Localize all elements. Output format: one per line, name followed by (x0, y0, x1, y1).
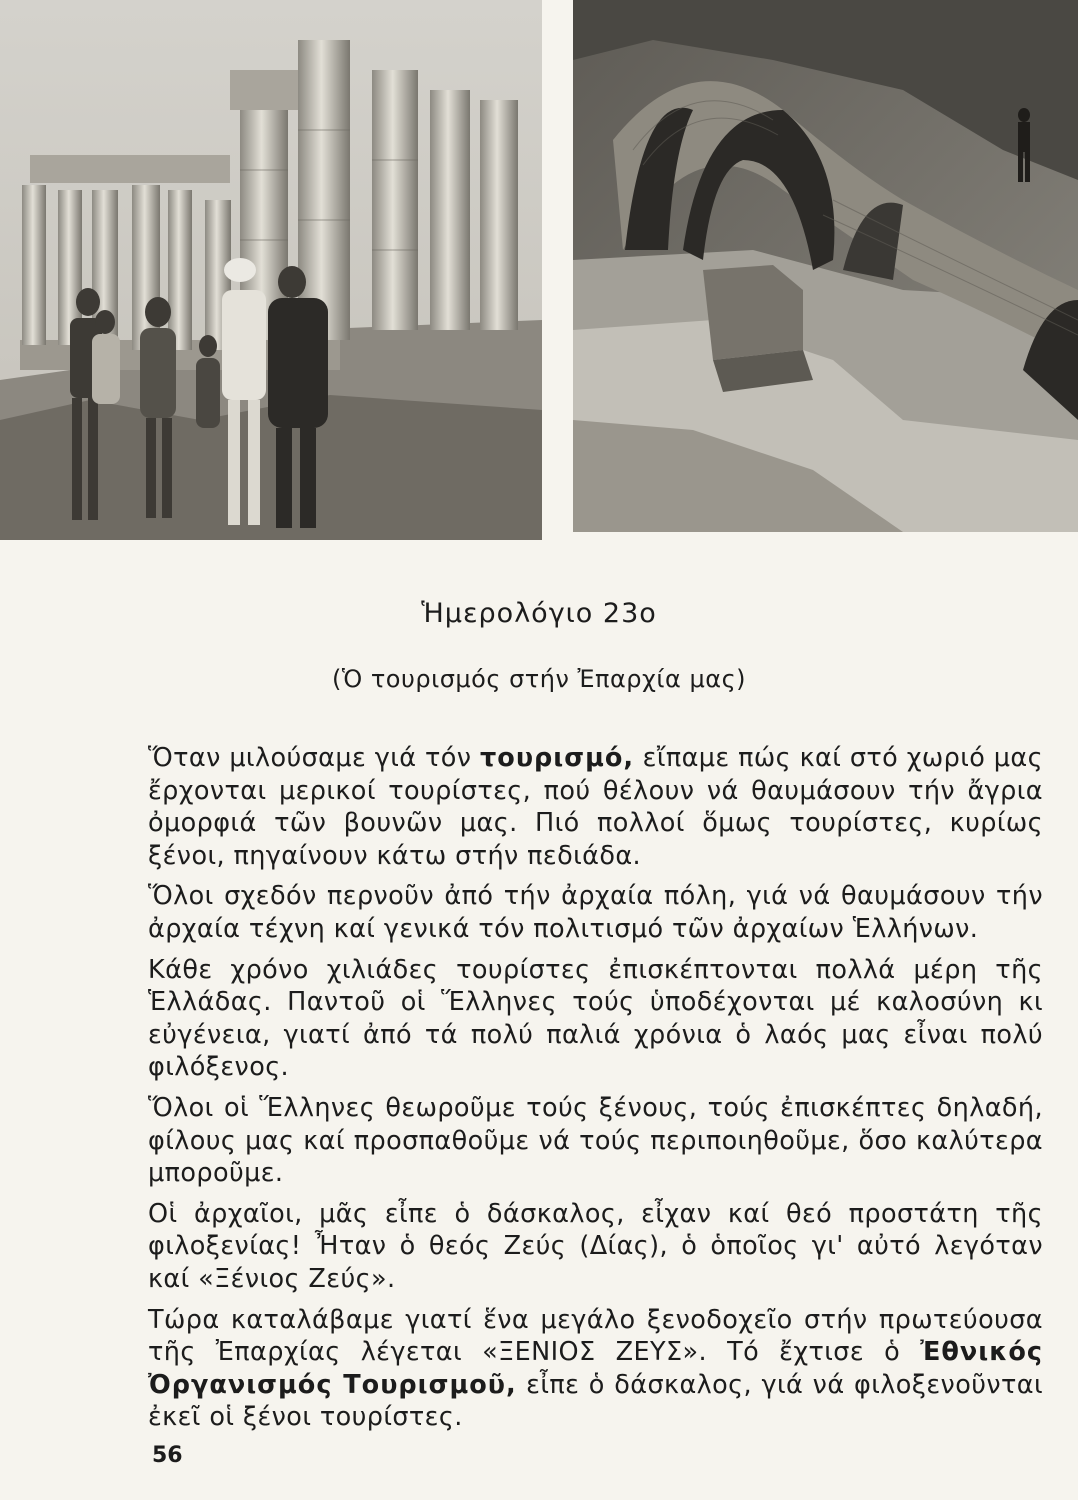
photo-stone-arch-bridge (573, 0, 1078, 532)
bridge-photo-drawing (573, 0, 1078, 532)
paragraph-6: Τώρα καταλάβαμε γιατί ἕνα μεγάλο ξενοδοχεῖο στήν πρωτεύουσα τῆς Ἐπαρχίας λέγεται «ΞΕΝΙΟΣ ΖΕΥΣ». Τό ἔχτισε ὁ Ἐθνικός Ὀργανισμός Τουρισμοῦ, εἶπε ὁ δάσκαλος, γιά νά φιλοξενοῦνται ἐκεῖ οἱ ξένοι τουρίστες. (148, 1304, 1043, 1433)
paragraph-1: Ὅταν μιλούσαμε γιά τόν τουρισμό, εἴπαμε πώς καί στό χωριό μας ἔρχονται μερικοί τουρίστες, πού θέλουν νά θαυμάσουν τήν ἄγρια ὀμορφιά τῶν βουνῶν μας. Πιό πολλοί ὅμως τουρίστες, κυρίως ξένοι, πηγαίνουν κάτω στήν πεδιάδα. (148, 743, 1043, 871)
photo-temple-with-tourists (0, 0, 542, 540)
body-text (148, 742, 1043, 1442)
paragraph-2: Ὅλοι σχεδόν περνοῦν ἀπό τήν ἀρχαία πόλη, γιά νά θαυμάσουν τήν ἀρχαία τέχνη καί γενικά τόν πολιτισμό τῶν ἀρχαίων Ἑλλήνων. (148, 881, 1043, 944)
diary-subtitle: (Ὁ τουρισμός στήν Ἐπαρχία μας) (331, 665, 747, 693)
paragraph-3: Κάθε χρόνο χιλιάδες τουρίστες ἐπισκέπτονται πολλά μέρη τῆς Ἑλλάδας. Παντοῦ οἱ Ἕλληνες τούς ὑποδέχονται μέ καλοσύνη κι εὐγένεια, γιατί ἀπό τά πολύ παλιά χρόνια ὁ λαός μας εἶναι πολύ φιλόξενος. (148, 954, 1043, 1083)
paragraph-4: Ὅλοι οἱ Ἕλληνες θεωροῦμε τούς ξένους, τούς ἐπισκέπτες δηλαδή, φίλους μας καί προσπαθοῦμε νά τούς περιποιηθοῦμε, ὅσο καλύτερα μποροῦμε. (148, 1092, 1043, 1189)
page-number: 56 (152, 1443, 183, 1468)
paragraph-5: Οἱ ἀρχαῖοι, μᾶς εἶπε ὁ δάσκαλος, εἶχαν καί θεό προστάτη τῆς φιλοξενίας! Ἦταν ὁ θεός Ζεύς (Δίας), ὁ ὁποῖος γι' αὐτό λεγόταν καί «Ξένιος Ζεύς». (148, 1198, 1043, 1294)
diary-title: Ἡμερολόγιο 23ο (421, 598, 657, 629)
temple-photo-drawing (0, 0, 542, 540)
